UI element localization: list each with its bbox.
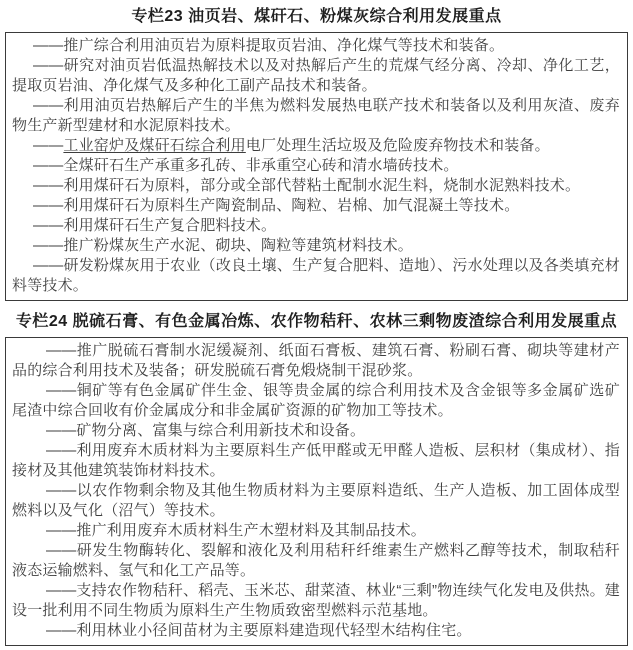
list-item: ——工业窑炉及煤矸石综合利用电厂处理生活垃圾及危险废弃物技术和装备。 [33, 137, 550, 154]
list-item: ——矿物分离、富集与综合利用新技术和设备。 [46, 422, 366, 439]
list-item: ——研发粉煤灰用于农业（改良土壤、生产复合肥料、造地）、污水处理以及各类填充材料等技术。 [12, 257, 620, 294]
list-item: ——研发生物酶转化、裂解和液化及利用秸秆纤维素生产燃料乙醇等技术，制取秸秆液态运输燃料、氢气和化工产品等。 [12, 542, 620, 579]
section-title-column-24: 专栏24 脱硫石膏、有色金属冶炼、农作物秸秆、农林三剩物废渣综合利用发展重点 [15, 313, 618, 330]
list-item: ——利用煤矸石为原料，部分或全部代替粘土配制水泥生料，烧制水泥熟料技术。 [33, 177, 581, 194]
list-item: ——利用油页岩热解后产生的半焦为燃料发展热电联产技术和装备以及利用灰渣、废弃物生产新型建材和水泥原料技术。 [12, 97, 620, 134]
section-title-column-23: 专栏23 油页岩、煤矸石、粉煤灰综合利用发展重点 [131, 8, 502, 25]
list-item: ——推广综合利用油页岩为原料提取页岩油、净化煤气等技术和装备。 [33, 37, 505, 54]
list-item: ——研究对油页岩低温热解技术以及对热解后产生的荒煤气经分离、冷却、净化工艺，提取页岩油、净化煤气及多种化工副产品技术和装备。 [12, 57, 620, 94]
list-item: ——利用煤矸石为原料生产陶瓷制品、陶粒、岩棉、加气混凝土等技术。 [33, 197, 520, 214]
list-item: ——利用废弃木质材料为主要原料生产低甲醛或无甲醛人造板、层积材（集成材）、指接材及其他建筑装饰材料技术。 [12, 442, 620, 479]
section-box-column-24 [5, 337, 628, 646]
list-item: ——全煤矸石生产承重多孔砖、非承重空心砖和清水墙砖技术。 [33, 157, 459, 174]
list-item: ——支持农作物秸秆、稻壳、玉米芯、甜菜渣、林业“三剩”物连续气化发电及供热。建设一批利用不同生物质为原料生产生物质致密型燃料示范基地。 [12, 582, 620, 619]
list-item: ——推广粉煤灰生产水泥、砌块、陶粒等建筑材料技术。 [33, 237, 414, 254]
list-item: ——推广利用废弃木质材料生产木塑材料及其制品技术。 [46, 522, 427, 539]
list-item: ——利用煤矸石生产复合肥料技术。 [33, 217, 277, 234]
list-item: ——推广脱硫石膏制水泥缓凝剂、纸面石膏板、建筑石膏、粉刷石膏、砌块等建材产品的综合利用技术及装备；研发脱硫石膏免煅烧制干混砂浆。 [12, 342, 620, 379]
list-item: ——铜矿等有色金属矿伴生金、银等贵金属的综合利用技术及含金银等多金属矿选矿尾渣中综合回收有价金属成分和非金属矿资源的矿物加工等技术。 [12, 382, 620, 419]
list-item: ——利用林业小径间苗材为主要原料建造现代轻型木结构住宅。 [46, 622, 472, 639]
list-item: ——以农作物剩余物及其他生物质材料为主要原料造纸、生产人造板、加工固体成型燃料以及气化（沼气）等技术。 [12, 482, 620, 519]
section-box-column-23 [5, 32, 628, 301]
